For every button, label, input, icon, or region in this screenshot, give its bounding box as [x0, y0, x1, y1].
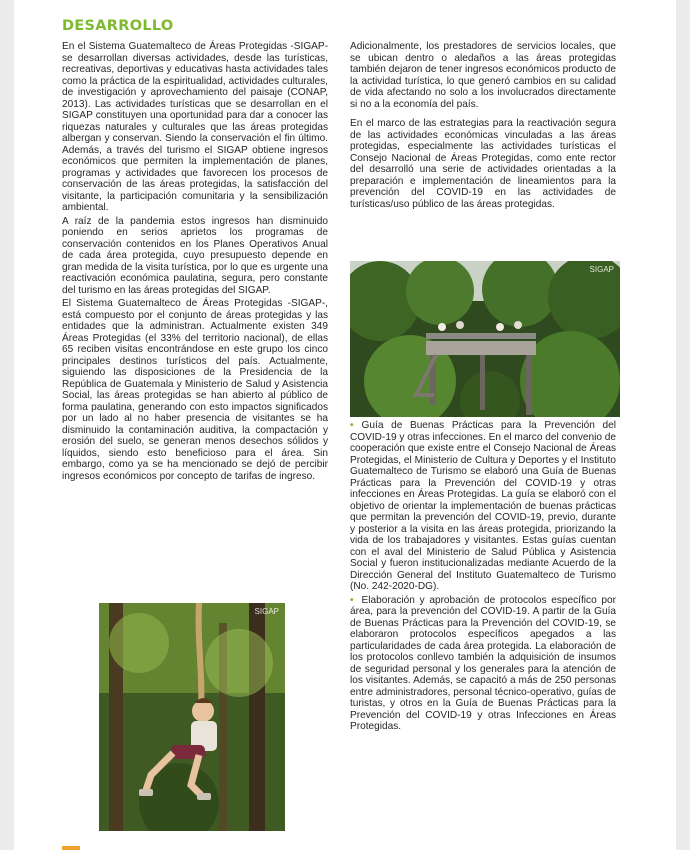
forest-photo-illustration	[99, 603, 285, 831]
bullet-text: Guía de Buenas Prácticas para la Prevención del COVID-19 y otras infecciones. En el marco del convenio de cooperación que existe entre el Consejo Nacional de Áreas Protegidas, el Ministerio de Cultura y Deportes y el Instituto Guatemalteco de Turismo se elaboró una Guía de Buenas Prácticas para la Prevención del COVID-19 y otras infecciones en Áreas Protegidas. La guía se elaboró con el objetivo de orientar la implementación de buenas prácticas que permitan la prevención del COVID-19, previo, durante y posterior a la visita en las áreas protegida, priorizando la vida de los trabajadores y visitantes. Estas guías cuentan con el aval del Ministerio de Salud Pública y Asistencia Social y fueron institucionalizadas mediante Acuerdo de la Dirección General del Instituto Guatemalteco de Turismo (No. 242-2020-DG).	[350, 420, 616, 592]
right-column-bullets	[350, 420, 616, 735]
bullet-item	[350, 595, 616, 733]
right-column-top	[350, 41, 616, 212]
section-title: DESARROLLO	[62, 18, 174, 34]
bullet-text: Elaboración y aprobación de protocolos específico por área, para la prevención del COVID-19. A partir de la Guía de Buenas Prácticas para la Prevención del COVID-19, se elaboraron protocolos específicos apegados a las particularidades de cada área protegida. La elaboración de los protocolos conllevo también la adquisición de insumos de seguridad personal y los generales para la atención de los visitantes. Además, se capacitó a más de 250 personas entre administradores, personal técnico-operativo, guías de turistas, y otros en la Guía de Buenas Prácticas para la Prevención del COVID-19 y otras Infecciones en Áreas Protegidas.	[350, 594, 616, 732]
paragraph: El Sistema Guatemalteco de Áreas Protegidas -SIGAP-, está compuesto por el conjunto de áreas protegidas y las entidades que la administran. Actualmente existen 349 Áreas Protegidas (el 33% del territorio nacional), de ellas 65 reciben visitas encontrándose en este grupo los cinco principales destinos turísticos del país. Actualmente, siguiendo las disposiciones de la Presidencia de la República de Guatemala y Ministerio de Salud y Asistencia Social, las áreas protegidas se han abierto al público de forma paulatina, generando con esto impactos significados por un lado al no haber presencia de visitantes se ha disminuido la contaminación auditiva, la compactación y erosión del suelo, se generan menos desechos sólidos y líquidos, siendo esto beneficioso para el área. Sin embargo, como ya se ha mencionado se dejó de percibir ingresos económicos por concepto de tarifas de ingreso.	[62, 298, 328, 482]
bullet-item	[350, 420, 616, 593]
photo-girl-swinging-rope	[99, 603, 285, 831]
photo-canopy-platform	[350, 261, 620, 417]
canopy-photo-illustration	[350, 261, 620, 417]
paragraph: Adicionalmente, los prestadores de servicios locales, que se ubican dentro o aledaños a las áreas protegidas también dejaron de tener ingresos económicos producto de la actividad turística, lo que generó cambios en su calidad de vida afectando no solo a los involucrados directamente si no a la economía del país.	[350, 41, 616, 110]
photo-credit: SIGAP	[254, 607, 279, 616]
photo-credit: SIGAP	[589, 265, 614, 274]
footer-accent-bar	[62, 846, 80, 850]
left-column	[62, 41, 328, 484]
bullet-icon: •	[350, 420, 354, 431]
paragraph: A raíz de la pandemia estos ingresos han disminuido poniendo en serios aprietos los programas de conservación contenidos en los Planes Operativos Anual de cada área protegida, cuyo presupuesto depende en gran medida de la visita turística, por lo que es urgente una reactivación económica paulatina, segura, pero constante del turismo en las áreas protegidas del SIGAP.	[62, 215, 328, 296]
document-page	[14, 0, 676, 850]
bullet-icon: •	[350, 594, 354, 606]
paragraph: En el Sistema Guatemalteco de Áreas Protegidas -SIGAP- se desarrollan diversas actividades, desde las turísticas, recreativas, deportivas y educativas hasta actividades tales como la práctica de la espiritualidad, actividades culturales, de investigación y aprovechamiento del paisaje (CONAP, 2013). Las actividades turísticas que se desarrollan en el SIGAP constituyen una oportunidad para dar a conocer las riquezas naturales y culturales que las áreas protegidas albergan y conservan. Siendo la conservación el fin último. Además, a través del turismo el SIGAP obtiene ingresos económicos que permiten la implementación de planes, programas y actividades que favorecen los procesos de conservación de las áreas protegidas, la satisfacción del visitante, la participación comunitaria y la sensibilización ambiental.	[62, 41, 328, 213]
paragraph: En el marco de las estrategias para la reactivación segura de las actividades económicas vinculadas a las áreas protegidas, especialmente las actividades turísticas el Consejo Nacional de Áreas Protegidas, como ente rector del desarrolló una serie de actividades orientadas a la preparación e implementación de lineamientos para la prevención del COVID-19 en las actividades de turísticas/uso público de las áreas protegidas.	[350, 118, 616, 210]
